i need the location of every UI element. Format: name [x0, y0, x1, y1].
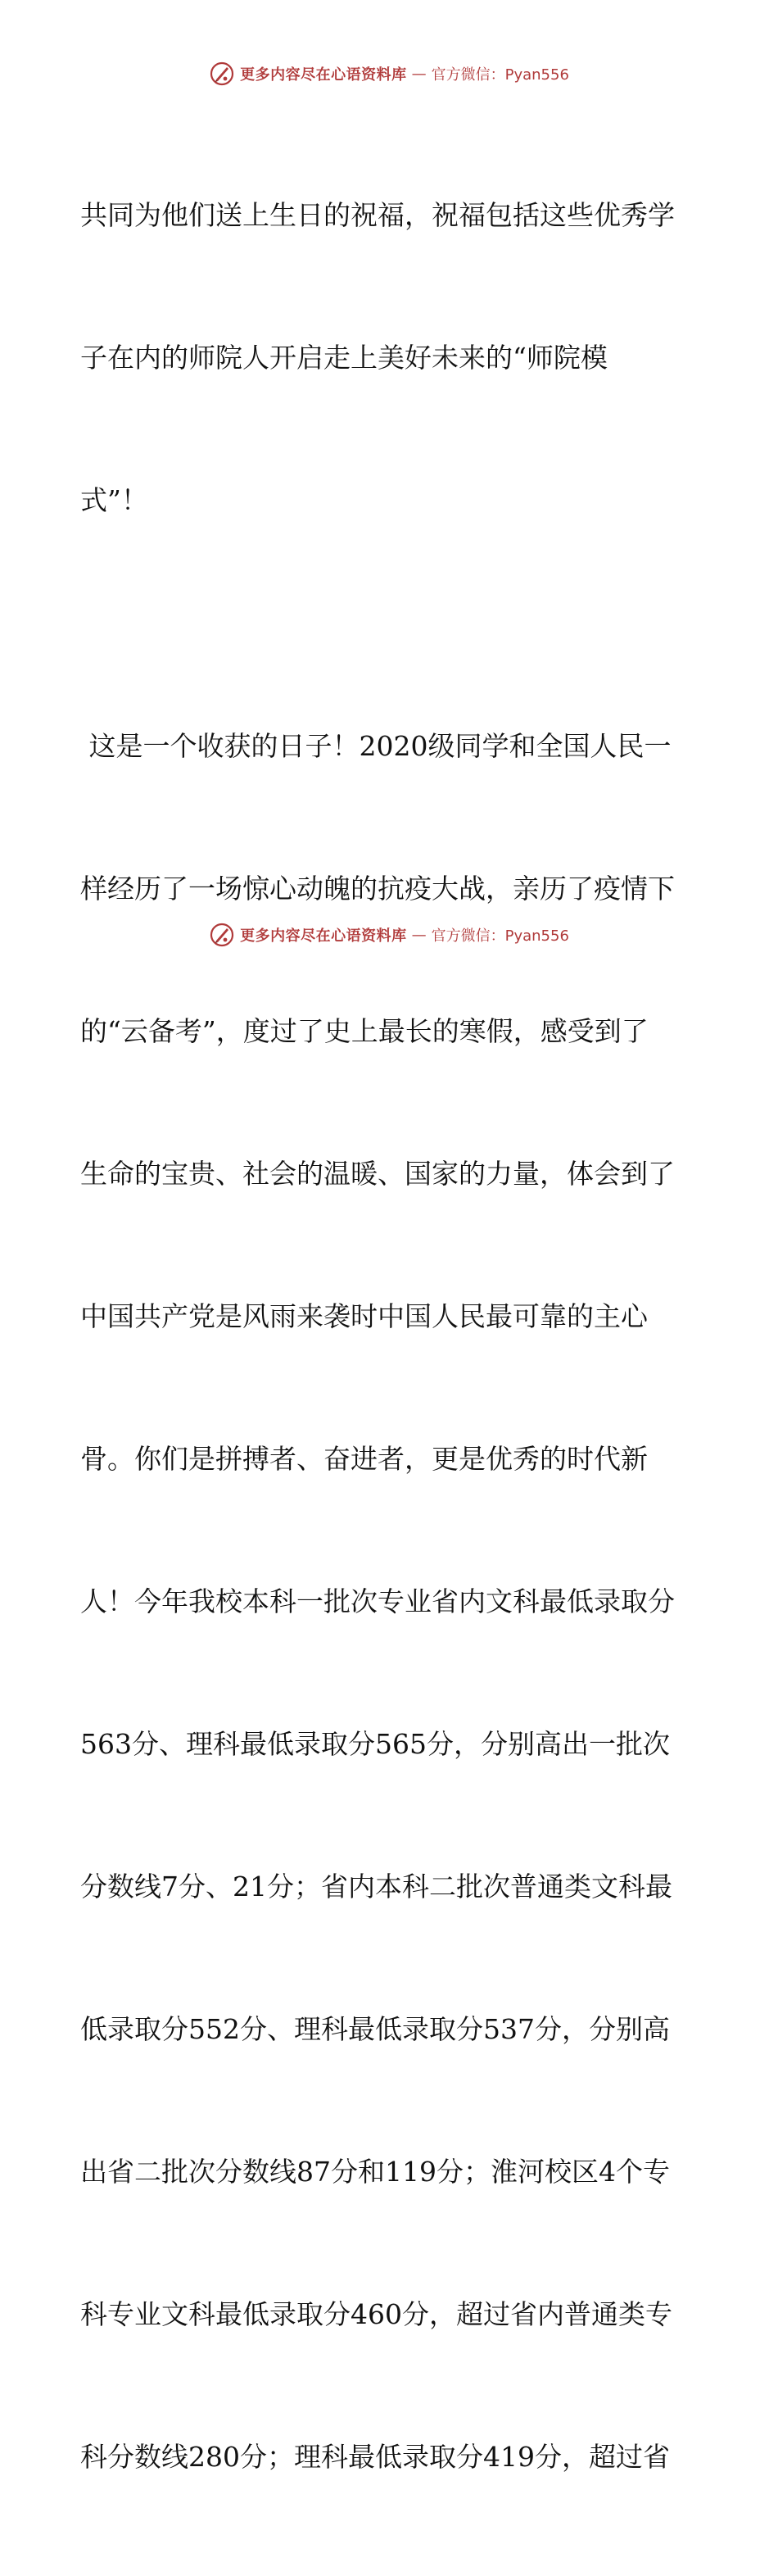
paragraph-line: 低录取分552分、理科最低录取分537分，分别高: [80, 2013, 670, 2045]
footer-banner: [0, 918, 778, 951]
paragraph-line: 科专业文科最低录取分460分，超过省内普通类专: [80, 2298, 672, 2330]
document-body: [80, 97, 703, 2576]
paragraph-line: 这是一个收获的日子！2020级同学和全国人民一: [80, 730, 672, 762]
paragraph-line: 样经历了一场惊心动魄的抗疫大战，亲历了疫情下: [80, 873, 675, 905]
header-banner-wechat: 官方微信：Pyan556: [431, 66, 569, 84]
paragraph-line: 人！今年我校本科一批次专业省内文科最低录取分: [80, 1585, 675, 1617]
header-banner-separator: —: [411, 65, 427, 83]
paragraph-line: 科分数线280分；理科最低录取分419分，超过省: [80, 2441, 670, 2473]
paragraph-line: 子在内的师院人开启走上美好未来的“师院模: [80, 342, 608, 374]
paragraph-line: 563分、理科最低录取分565分，分别高出一批次: [80, 1728, 670, 1760]
footer-banner-inner: [209, 922, 569, 948]
header-banner-text: 更多内容尽在心语资料库: [240, 66, 407, 84]
footer-banner-separator: —: [411, 926, 427, 944]
paragraph-line: 共同为他们送上生日的祝福，祝福包括这些优秀学: [80, 199, 675, 231]
paragraph-line: 分数线7分、21分；省内本科二批次普通类文科最: [80, 1871, 672, 1903]
header-banner: [0, 57, 778, 90]
footer-banner-wechat: 官方微信：Pyan556: [431, 927, 569, 945]
paragraph-gap: [80, 619, 703, 628]
paragraph-line: 出省二批次分数线87分和119分；淮河校区4个专: [80, 2156, 670, 2188]
header-banner-inner: [209, 61, 569, 87]
paragraph-line: 生命的宝贵、社会的温暖、国家的力量，体会到了: [80, 1158, 675, 1190]
quill-pen-logo-icon: [209, 61, 235, 87]
paragraph-line: 中国共产党是风雨来袭时中国人民最可靠的主心: [80, 1300, 648, 1332]
paragraph-line: 的“云备考”，度过了史上最长的寒假，感受到了: [80, 1015, 649, 1047]
quill-pen-logo-icon: [209, 922, 235, 948]
paragraph-1: [80, 97, 703, 619]
footer-banner-text: 更多内容尽在心语资料库: [240, 927, 407, 945]
paragraph-line: 骨。你们是拼搏者、奋进者，更是优秀的时代新: [80, 1443, 648, 1475]
paragraph-line: 式”！: [80, 484, 148, 516]
